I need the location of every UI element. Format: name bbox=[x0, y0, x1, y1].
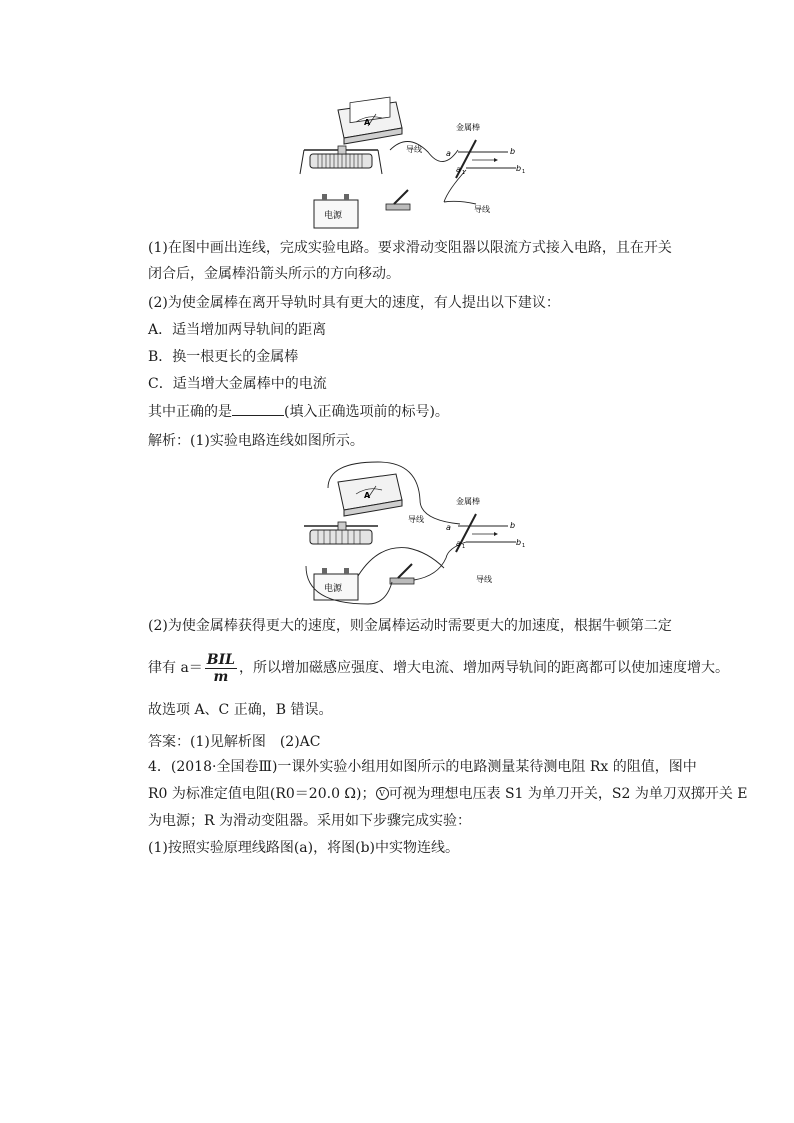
switch-icon bbox=[386, 190, 410, 210]
q4-line2-before: R0 为标准定值电阻(R0＝20.0 Ω)； bbox=[148, 786, 376, 802]
rheostat-icon bbox=[304, 522, 378, 544]
analysis-p2-line3: 故选项 A、C 正确，B 错误。 bbox=[148, 702, 333, 718]
q1-line2: 闭合后，金属棒沿箭头所示的方向移动。 bbox=[148, 266, 400, 282]
point-a1-sub: 1 bbox=[462, 544, 466, 550]
point-a: a bbox=[446, 149, 451, 158]
answer-line: 答案：(1)见解析图 (2)AC bbox=[148, 734, 321, 750]
meter-label: A bbox=[364, 118, 371, 127]
point-b1: b bbox=[516, 538, 522, 547]
arrow-head-icon bbox=[494, 532, 498, 536]
analysis-p2-after: ，所以增加磁感应强度、增大电流、增加两导轨间的距离都可以使加速度增大。 bbox=[239, 660, 730, 676]
analysis-p2-line2 bbox=[148, 648, 729, 688]
q4-line1: 4．(2018·全国卷Ⅲ)一课外实验小组用如图所示的电路测量某待测电阻 Rx 的阻值，图中 bbox=[148, 759, 697, 775]
fraction-numerator: BIL bbox=[206, 651, 236, 668]
source-label: 电源 bbox=[324, 584, 343, 594]
q2-prompt-after: (填入正确选项前的标号)。 bbox=[284, 404, 449, 420]
point-a1-sub: 1 bbox=[462, 170, 466, 176]
point-b1-sub: 1 bbox=[522, 169, 526, 175]
wire-label-1: 导线 bbox=[406, 145, 422, 154]
point-b: b bbox=[510, 521, 516, 530]
q2-option-a: A．适当增加两导轨间的距离 bbox=[148, 322, 327, 338]
wire-label-2: 导线 bbox=[476, 575, 492, 584]
arrow-head-icon bbox=[494, 158, 498, 162]
wire-lower bbox=[444, 170, 476, 204]
point-b1-sub: 1 bbox=[522, 543, 526, 549]
analysis-p2-before: 律有 a＝ bbox=[148, 660, 203, 676]
rod-label: 金属棒 bbox=[456, 497, 480, 506]
analysis-line1: 解析：(1)实验电路连线如图所示。 bbox=[148, 433, 364, 449]
point-b1: b bbox=[516, 164, 522, 173]
q2-intro: (2)为使金属棒在离开导轨时具有更大的速度，有人提出以下建议： bbox=[148, 295, 560, 311]
point-a1: a bbox=[456, 165, 461, 174]
experiment-figure-answer bbox=[298, 460, 528, 608]
fraction-denominator: m bbox=[213, 668, 229, 685]
source-label: 电源 bbox=[324, 211, 343, 221]
meter-label: A bbox=[364, 491, 371, 500]
voltmeter-icon: V bbox=[376, 787, 389, 800]
rod-label: 金属棒 bbox=[456, 123, 480, 132]
switch-icon bbox=[390, 564, 414, 584]
analysis-p2-line1: (2)为使金属棒获得更大的速度，则金属棒运动时需要更大的加速度，根据牛顿第二定 bbox=[148, 618, 672, 634]
q2-option-c: C．适当增大金属棒中的电流 bbox=[148, 376, 327, 392]
q4-line2-after: 可视为理想电压表 S1 为单刀开关，S2 为单刀双掷开关 E bbox=[388, 786, 748, 802]
wire-label-1: 导线 bbox=[408, 515, 424, 524]
q2-option-b: B．换一根更长的金属棒 bbox=[148, 349, 299, 365]
q2-prompt bbox=[148, 401, 449, 422]
wire-label-2: 导线 bbox=[474, 205, 490, 214]
point-b: b bbox=[510, 147, 516, 156]
q4-line4: (1)按照实验原理线路图(a)，将图(b)中实物连线。 bbox=[148, 840, 459, 856]
q2-prompt-before: 其中正确的是 bbox=[148, 404, 232, 420]
point-a: a bbox=[446, 523, 451, 532]
experiment-figure-top bbox=[298, 92, 528, 232]
q4-line3: 为电源；R 为滑动变阻器。采用如下步骤完成实验： bbox=[148, 813, 471, 829]
q1-line1: (1)在图中画出连线，完成实验电路。要求滑动变阻器以限流方式接入电路，且在开关 bbox=[148, 240, 672, 256]
acceleration-fraction bbox=[205, 652, 237, 685]
point-a1: a bbox=[456, 539, 461, 548]
answer-blank bbox=[232, 401, 284, 416]
q4-line2 bbox=[148, 784, 748, 804]
rheostat-icon bbox=[300, 146, 382, 174]
